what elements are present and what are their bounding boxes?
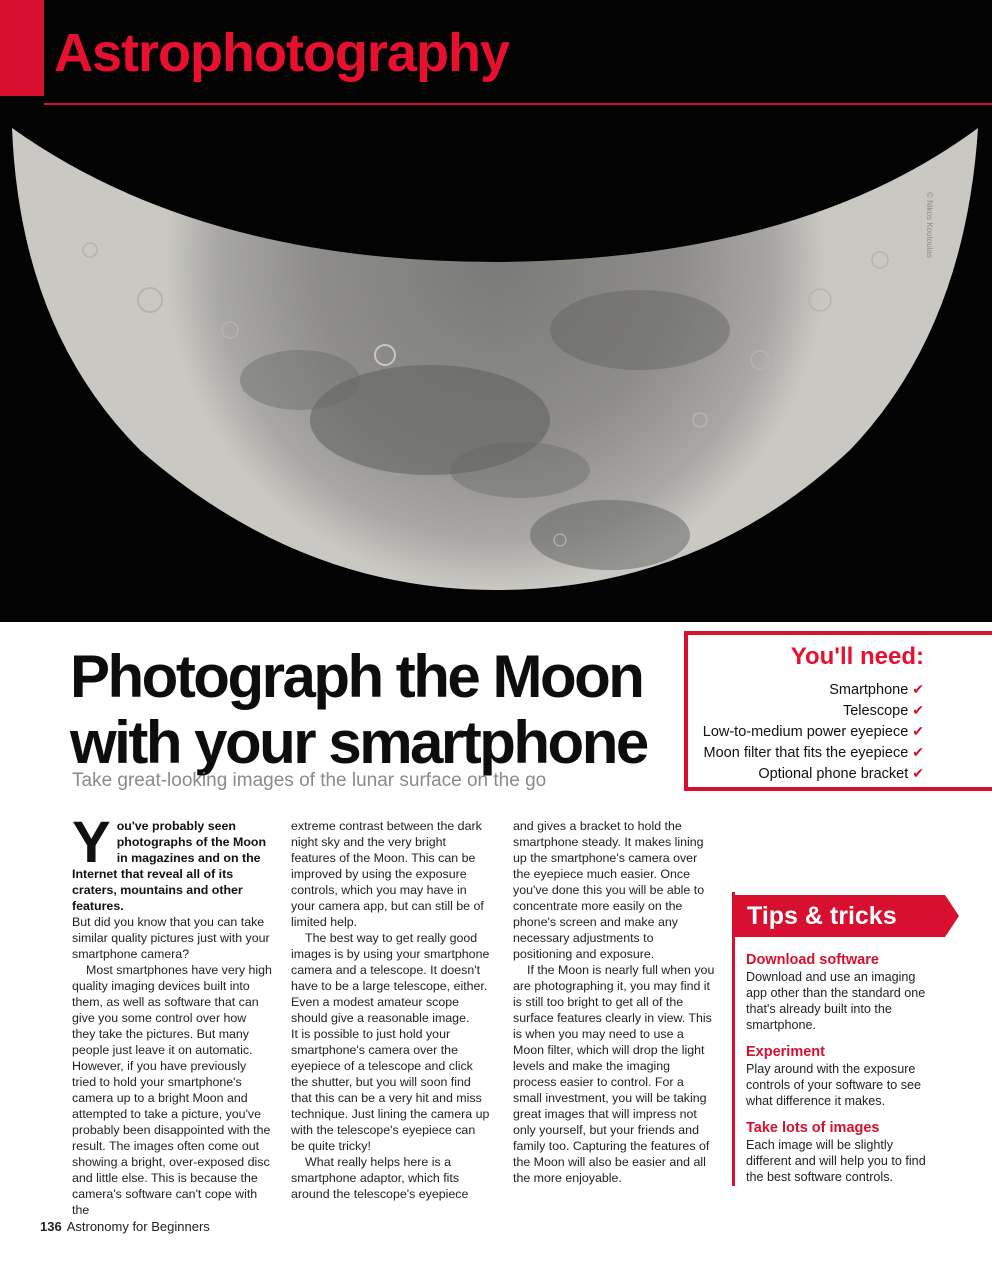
requirements-title: You'll need:: [790, 643, 924, 670]
page-footer: [40, 1219, 210, 1234]
tip-text: Download and use an imaging app other than the standard one that's already built into the smartphone.: [746, 970, 926, 1032]
checkmark-icon: ✔: [912, 702, 924, 718]
checkmark-icon: ✔: [912, 765, 924, 781]
lead-text: ou've probably seen photographs of the Moon in magazines and on the Internet that reveal all of its craters, mountains and other features.: [72, 819, 267, 913]
headline: [70, 644, 670, 776]
body-paragraph: But did you know that you can take similar quality pictures just with your smartphone camera?: [72, 915, 270, 961]
section-title: Astrophotography: [54, 23, 509, 83]
section-tag: [0, 0, 44, 96]
tips-title: Tips & tricks: [735, 895, 945, 937]
tip-title: Take lots of images: [746, 1120, 880, 1136]
tip-text: Each image will be slightly different and will help you to find the best software controls.: [746, 1138, 926, 1184]
body-paragraph: If the Moon is nearly full when you are photographing it, you may find it is still too bright to get all of the surface features clearly in view. This is when you may need to use a Moon filter, which will drop the light levels and make the imaging process easier to control. For a small investment, you will be taking great images that will impress not only yourself, but your friends and family too. Capturing the features of the Moon will also be easier and all the more enjoyable.: [513, 963, 715, 1185]
body-column-1: [72, 810, 272, 1218]
tip-title: Download software: [746, 952, 879, 968]
tip-title: Experiment: [746, 1044, 825, 1060]
body-column-2: [291, 818, 491, 1202]
body-column-3: [513, 818, 715, 1186]
body-paragraph: Most smartphones have very high quality imaging devices built into them, as well as software that can give you some control over how they take the pictures. But many people just leave it on automatic. However, if you have previously tried to hold your smartphone's camera up to a bright Moon and attempted to take a picture, you've probably been disappointed with the result. The images often come out showing a bright, over-exposed disc and little else. This is because the camera's software can't cope with the: [72, 963, 272, 1217]
requirements-box: [684, 631, 992, 791]
tips-sidebar: [732, 892, 992, 1186]
page-number: 136: [40, 1219, 62, 1234]
body-paragraph: and gives a bracket to hold the smartphone steady. It makes lining up the smartphone's camera over the eyepiece much easier. Once you've done this you will be able to concentrate more easily on the phone's screen and make any necessary adjustments to positioning and exposure.: [513, 819, 705, 961]
moon-crescent-image: [0, 0, 992, 622]
requirement-item: Smartphone ✔: [829, 681, 924, 698]
section-rule: [44, 103, 992, 105]
checkmark-icon: ✔: [912, 723, 924, 739]
headline-line: Photograph the Moon: [70, 643, 643, 710]
requirement-item: Moon filter that fits the eyepiece ✔: [703, 744, 924, 761]
requirement-item: Telescope ✔: [842, 702, 924, 719]
body-paragraph: [72, 810, 272, 914]
body-paragraph: It is possible to just hold your smartphone's camera over the eyepiece of a telescope and click the shutter, but you will soon find that this can be a very hit and miss technique. Just lining the camera up with the telescope's eyepiece can be quite tricky!: [291, 1027, 490, 1153]
body-paragraph: What really helps here is a smartphone adaptor, which fits around the telescope's eyepiece: [291, 1155, 469, 1201]
requirement-item: Low-to-medium power eyepiece ✔: [702, 723, 924, 740]
requirement-item: Optional phone bracket ✔: [758, 765, 924, 782]
moon-photo: [0, 0, 992, 622]
standfirst: Take great-looking images of the lunar surface on the go: [72, 770, 547, 791]
body-paragraph: extreme contrast between the dark night sky and the very bright features of the Moon. This can be improved by using the exposure controls, which you may have in your camera app, but can still be of limited help.: [291, 819, 484, 929]
checkmark-icon: ✔: [912, 744, 924, 760]
checkmark-icon: ✔: [912, 681, 924, 697]
body-paragraph: The best way to get really good images is by using your smartphone camera and a telescope. It doesn't have to be a large telescope, either. Even a modest amateur scope should give a reasonable image.: [291, 931, 490, 1025]
tip-text: Play around with the exposure controls of your software to see what difference it makes.: [746, 1062, 921, 1108]
tips-list: [746, 952, 936, 1196]
photo-credit: © Nikos Koutoulas: [925, 192, 934, 258]
publication-name: Astronomy for Beginners: [66, 1219, 210, 1234]
drop-cap: Y: [72, 810, 111, 875]
requirements-list: [698, 679, 924, 784]
headline-line: with your smartphone: [70, 709, 647, 776]
